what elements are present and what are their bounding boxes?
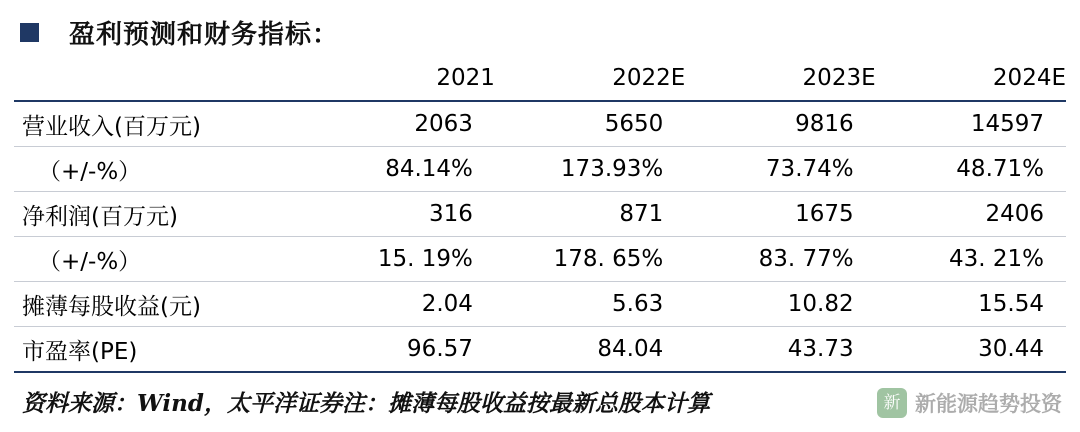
cell-net-profit-2021: 316 [429, 201, 473, 227]
square-marker-icon [20, 23, 39, 42]
table-row [14, 282, 1066, 327]
cell-eps-2021: 2.04 [421, 291, 473, 317]
financial-forecast-table [14, 56, 1066, 373]
cell-pe-2021: 96.57 [407, 336, 473, 362]
row-label-pe: 市盈率(PE) [22, 338, 138, 365]
cell-pe-2024e: 30.44 [978, 336, 1044, 362]
cell-revenue-2022e: 5650 [604, 111, 664, 137]
cell-revenue-growth-2024e: 48.71% [956, 156, 1044, 182]
cell-pe-2022e: 84.04 [597, 336, 664, 362]
table-body [14, 101, 1066, 372]
row-label-net-profit-growth: （+/-%） [38, 248, 142, 275]
column-header-2022e: 2022E [495, 56, 685, 101]
source-footnote: 资料来源：Wind，太平洋证券注：摊薄每股收益按最新总股本计算 [22, 390, 710, 417]
cell-eps-2023e: 10.82 [787, 291, 854, 317]
table-row [14, 101, 1066, 147]
row-label-revenue-growth: （+/-%） [38, 158, 142, 185]
cell-pe-2023e: 43.73 [787, 336, 854, 362]
cell-revenue-growth-2022e: 173.93% [560, 156, 664, 182]
watermark-label: 新能源趋势投资 [915, 392, 1062, 416]
table-row [14, 192, 1066, 237]
column-header-2023e: 2023E [685, 56, 875, 101]
cell-net-profit-2024e: 2406 [985, 201, 1044, 227]
cell-revenue-growth-2023e: 73.74% [765, 156, 854, 182]
cell-net-profit-2022e: 871 [619, 201, 664, 227]
cell-revenue-2024e: 14597 [970, 111, 1044, 137]
cell-revenue-2023e: 9816 [795, 111, 854, 137]
column-header-label [14, 56, 305, 101]
cell-revenue-growth-2021: 84.14% [385, 156, 473, 182]
column-header-2021: 2021 [305, 56, 495, 101]
page-title: 盈利预测和财务指标： [69, 19, 340, 50]
watermark [877, 388, 1062, 418]
watermark-logo-icon: 新 [877, 388, 907, 418]
cell-net-profit-growth-2023e: 83. 77% [758, 246, 854, 272]
table-row [14, 147, 1066, 192]
cell-net-profit-growth-2022e: 178. 65% [553, 246, 664, 272]
cell-eps-2024e: 15.54 [978, 291, 1044, 317]
table-row [14, 237, 1066, 282]
row-label-eps: 摊薄每股收益(元) [22, 293, 201, 320]
cell-eps-2022e: 5.63 [612, 291, 664, 317]
row-label-revenue: 营业收入(百万元) [22, 113, 201, 140]
column-header-2024e: 2024E [876, 56, 1066, 101]
cell-net-profit-growth-2024e: 43. 21% [948, 246, 1044, 272]
table-header [14, 56, 1066, 101]
section-title [14, 12, 1066, 52]
table-header-row [14, 56, 1066, 101]
cell-net-profit-growth-2021: 15. 19% [377, 246, 473, 272]
table-row [14, 327, 1066, 373]
cell-revenue-2021: 2063 [414, 111, 473, 137]
cell-net-profit-2023e: 1675 [795, 201, 854, 227]
row-label-net-profit: 净利润(百万元) [22, 203, 178, 230]
